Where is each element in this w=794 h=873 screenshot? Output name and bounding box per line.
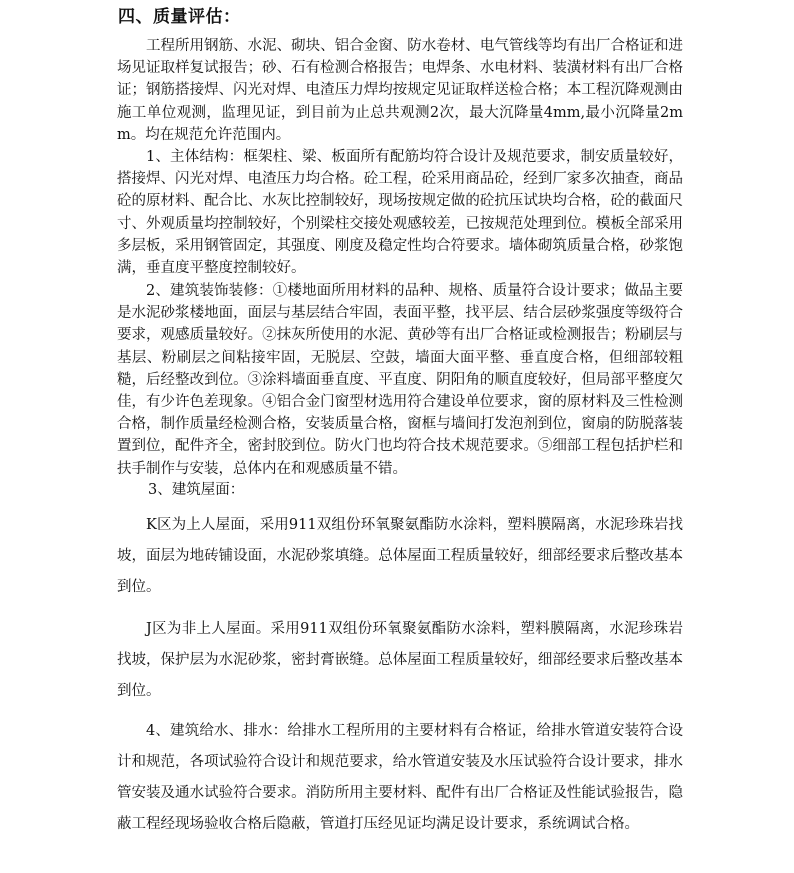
roof-j-paragraph: J区为非上人屋面。采用911双组份环氧聚氨酯防水涂料，塑料膜隔离，水泥珍珠岩找坡，保护层为水泥砂浆，密封膏嵌缝。总体屋面工程质量较好，细部经要求后整改基本到位。 [117,621,683,699]
roof-k-paragraph: K区为上人屋面，采用911双组份环氧聚氨酯防水涂料，塑料膜隔离，水泥珍珠岩找坡，面层为地砖铺设面，水泥砂浆填缝。总体屋面工程质量较好，细部经要求后整改基本到位。 [117,517,683,595]
structure-paragraph: 1、主体结构：框架柱、梁、板面所有配筋均符合设计及规范要求，制安质量较好，搭接焊、闪光对焊、电渣压力均合格。砼工程，砼采用商品砼，经到厂家多次抽查，商品砼的原材料、配合比、水灰比控制较好，现场按规定做的砼抗压试块均合格，砼的截面尺寸、外观质量均控制较好，个别梁柱交接处观感较差，已按规范处理到位。模板全部采用多层板，采用钢管固定，其强度、刚度及稳定性均合符要求。墙体砌筑质量合格，砂浆饱满，垂直度平整度控制较好。 [117,149,683,277]
intro-paragraph: 工程所用钢筋、水泥、砌块、铝合金窗、防水卷材、电气管线等均有出厂合格证和进场见证取样复试报告；砂、石有检测合格报告；电焊条、水电材料、装潢材料有出厂合格证；钢筋搭接焊、闪光对焊、电渣压力焊均按规定见证取样送检合格；本工程沉降观测由施工单位观测，监理见证，到目前为止总共观测2次，最大沉降量4mm,最小沉降量2mm。均在规范允许范围内。 [117,38,683,143]
section-heading: 四、质量评估： [118,7,241,27]
roof-section-title: 3、建筑屋面： [148,482,245,498]
plumbing-paragraph: 4、建筑给水、排水：给排水工程所用的主要材料有合格证，给排水管道安装符合设计和规范，各项试验符合设计和规范要求，给水管道安装及水压试验符合设计要求，排水管安装及通水试验符合要求。消防所用主要材料、配件有出厂合格证及性能试验报告，隐蔽工程经现场验收合格后隐蔽，管道打压经见证均满足设计要求，系统调试合格。 [117,723,683,832]
decoration-paragraph: 2、建筑装饰装修：①楼地面所用材料的品种、规格、质量符合设计要求；做品主要是水泥砂浆楼地面，面层与基层结合牢固，表面平整，找平层、结合层砂浆强度等级符合要求，观感质量较好。②抹灰所使用的水泥、黄砂等有出厂合格证或检测报告；粉刷层与基层、粉刷层之间粘接牢固，无脱层、空鼓，墙面大面平整、垂直度合格，但细部较粗糙，后经整改到位。③涂料墙面垂直度、平直度、阴阳角的顺直度较好，但局部平整度欠佳，有少许色差现象。④铝合金门窗型材选用符合建设单位要求，窗的原材料及三性检测合格，制作质量经检测合格，安装质量合格，窗框与墙间打发泡剂到位，窗扇的防脱落装置到位，配件齐全，密封胶到位。防火门也均符合技术规范要求。⑤细部工程包括护栏和扶手制作与安装，总体内在和观感质量不错。 [117,283,683,477]
